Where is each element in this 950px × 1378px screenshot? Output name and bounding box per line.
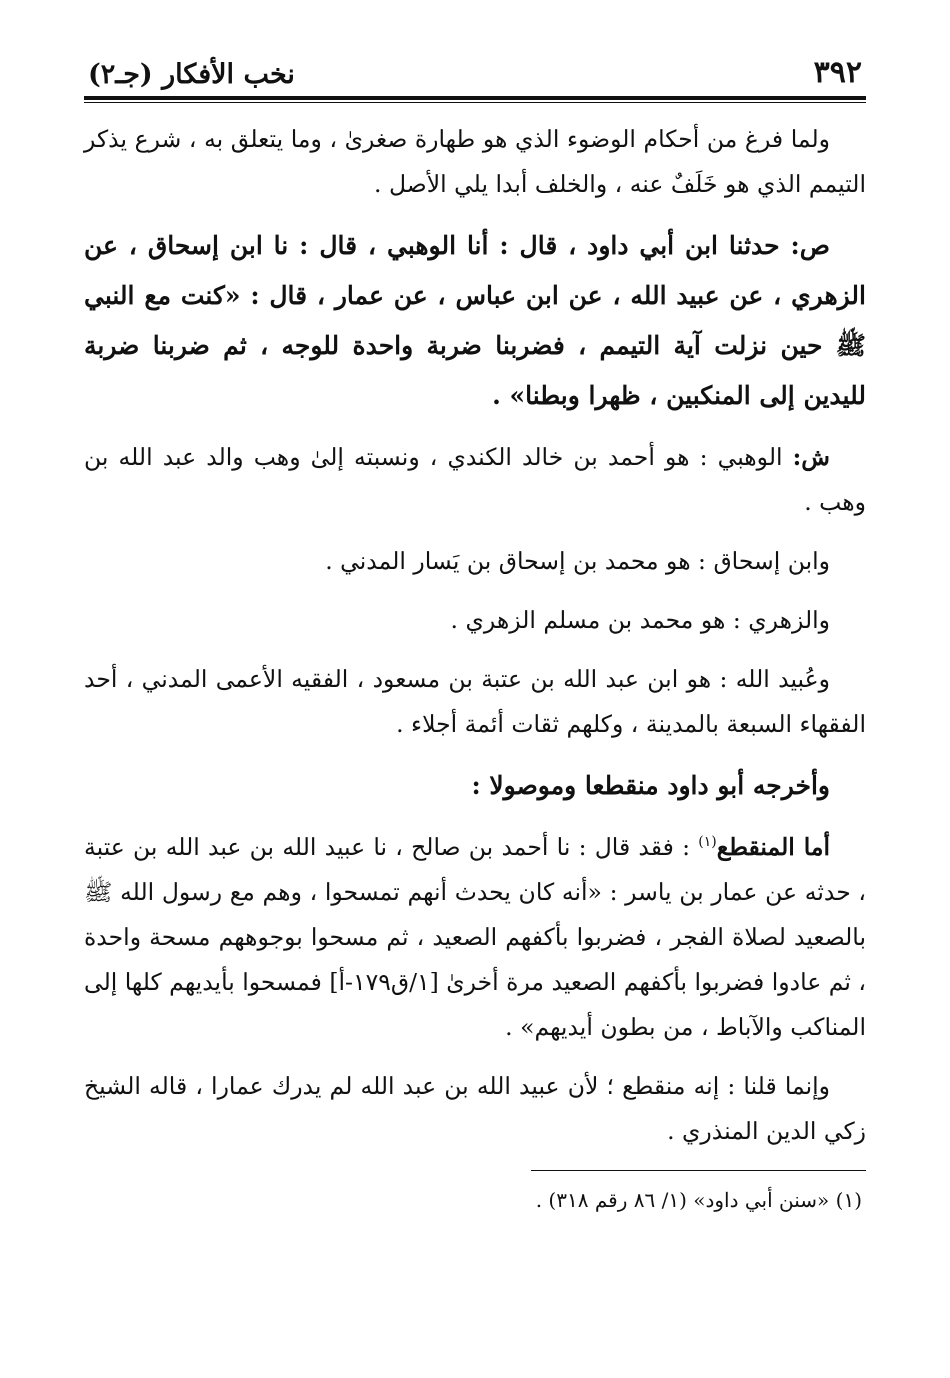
paragraph: والزهري : هو محمد بن مسلم الزهري . bbox=[450, 606, 830, 634]
main-text bbox=[84, 117, 866, 1217]
paragraph bbox=[84, 825, 866, 1050]
header-rule-thin bbox=[84, 102, 866, 103]
header-rule bbox=[84, 96, 866, 100]
footnote-separator bbox=[531, 1170, 866, 1171]
section-heading: وأخرجه أبو داود منقطعا وموصولا : bbox=[471, 771, 830, 800]
paragraph: وابن إسحاق : هو محمد بن إسحاق بن يَسار المدني . bbox=[325, 547, 830, 575]
paragraph-body: : فقد قال : نا أحمد بن صالح ، نا عبيد الله بن عبد الله بن عتبة ، حدثه عن عمار بن ياسر : «أنه كان يحدث أنهم تمسحوا ، وهم مع رسول الله ﷺ بالصعيد لصلاة الفجر ، فضربوا بأكفهم الصعيد ، ثم مسحوا بوجوههم مسحة واحدة ، ثم عادوا فضربوا بأكفهم الصعيد مرة أخرىٰ [١/ق١٧٩-أ] فمسحوا بأيديهم كلها إلى المناكب والآباط ، من بطون أيديهم» . bbox=[84, 833, 866, 1041]
paragraph: وإنما قلنا : إنه منقطع ؛ لأن عبيد الله بن عبد الله لم يدرك عمارا ، قاله الشيخ زكي الدين المنذري . bbox=[84, 1072, 866, 1145]
footnote-marker: (١) bbox=[698, 834, 717, 851]
page-number: ٣٩٢ bbox=[813, 55, 862, 90]
hadith-text bbox=[84, 221, 866, 421]
commentary-paragraph bbox=[84, 435, 866, 525]
paragraph-body: حدثنا ابن أبي داود ، قال : أنا الوهبي ، قال : نا ابن إسحاق ، عن الزهري ، عن عبيد الله ، عن ابن عباس ، عن عمار ، قال : «كنت مع النبي ﷺ حين نزلت آية التيمم ، فضربنا ضربة واحدة للوجه ، ثم ضربنا ضربة لليدين إلى المنكبين ، ظهرا وبطنا» . bbox=[84, 231, 866, 410]
running-title: نخب الأفكار (جـ٢) bbox=[88, 59, 295, 90]
footnote: (١) «سنن أبي داود» (١/ ٨٦ رقم ٣١٨) . bbox=[535, 1188, 862, 1212]
paragraph: ولما فرغ من أحكام الوضوء الذي هو طهارة صغرىٰ ، وما يتعلق به ، شرع يذكر التيمم الذي هو خَلَفٌ عنه ، والخلف أبدا يلي الأصل . bbox=[84, 125, 866, 198]
paragraph-lead: ص: bbox=[790, 231, 830, 260]
paragraph-body: الوهبي : هو أحمد بن خالد الكندي ، ونسبته إلىٰ وهب والد عبد الله بن وهب . bbox=[84, 443, 866, 516]
paragraph: وعُبيد الله : هو ابن عبد الله بن عتبة بن مسعود ، الفقيه الأعمى المدني ، أحد الفقهاء السبعة بالمدينة ، وكلهم ثقات أئمة أجلاء . bbox=[84, 665, 866, 738]
paragraph-lead: ش: bbox=[792, 443, 830, 471]
page-header bbox=[84, 46, 866, 90]
paragraph-lead: أما المنقطع bbox=[716, 833, 830, 861]
